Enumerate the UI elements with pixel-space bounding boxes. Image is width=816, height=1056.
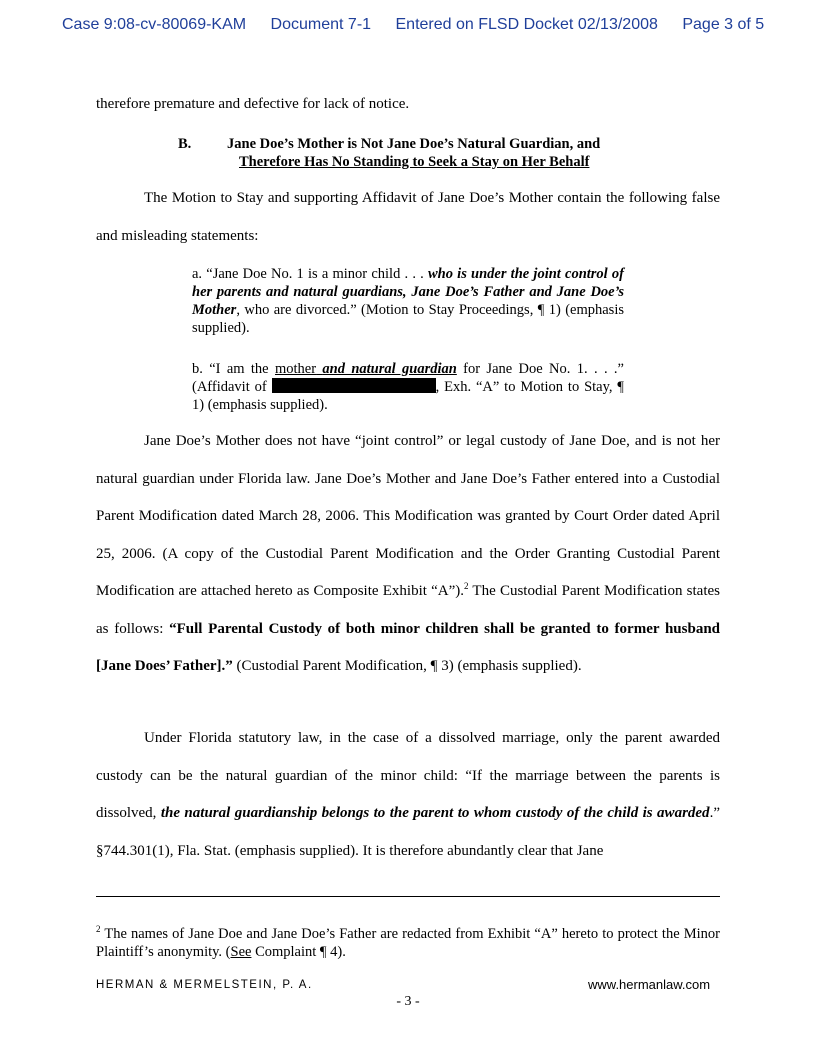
section-title-line2: Therefore Has No Standing to Seek a Stay on Her Behalf	[239, 154, 590, 170]
paragraph-3	[96, 720, 720, 870]
footnote-see: See	[230, 944, 252, 960]
quote-b-mother: mother	[274, 361, 317, 377]
firm-name: HERMAN & MERMELSTEIN, P. A.	[96, 979, 313, 991]
docket-header	[62, 16, 765, 34]
quote-b-emphasis: and natural guardian	[322, 361, 457, 377]
footnote-divider	[96, 896, 720, 897]
footnote-ref: 2	[464, 581, 469, 591]
case-number: Case 9:08-cv-80069-KAM	[62, 16, 247, 33]
section-title-line1: Jane Doe’s Mother is Not Jane Doe’s Natural Guardian, and	[227, 136, 601, 152]
paragraph-2-text-b: The Custodial Parent Modification states as follows:	[96, 583, 720, 637]
paragraph-2-text-c: (Custodial Parent Modification, ¶ 3) (emphasis supplied).	[232, 658, 582, 674]
page-number: - 3 -	[396, 994, 420, 1009]
block-quote-a	[192, 265, 624, 337]
footnote	[96, 925, 720, 961]
footnote-number: 2	[96, 924, 101, 935]
document-number: Document 7-1	[270, 16, 372, 33]
block-quote-b	[192, 360, 624, 414]
quote-b-post: , Exh. “A” to Motion to Stay, ¶ 1) (emphasis supplied).	[192, 379, 625, 413]
paragraph-1: The Motion to Stay and supporting Affidavit of Jane Doe’s Mother contain the following false and misleading statements:	[96, 190, 720, 244]
intro-line: therefore premature and defective for lack of notice.	[96, 96, 410, 112]
paragraph-3-emphasis: the natural guardianship belongs to the parent to whom custody of the child is awarded	[160, 805, 710, 821]
quote-a-post: , who are divorced.” (Motion to Stay Proceedings, ¶ 1) (emphasis supplied).	[192, 302, 624, 336]
firm-url: www.hermanlaw.com	[588, 977, 711, 992]
paragraph-3-text-b: .” §744.301(1), Fla. Stat. (emphasis supplied). It is therefore abundantly clear that Jane	[96, 805, 720, 859]
paragraph-2	[96, 423, 720, 686]
paragraph-3-text: Under Florida statutory law, in the case of a dissolved marriage, only the parent awarded custody can be the natural guardian of the minor child: “If the marriage between the parents is dissolved,	[96, 730, 720, 821]
paragraph-2-text: Jane Doe’s Mother does not have “joint control” or legal custody of Jane Doe, and is not her natural guardian under Florida law. Jane Doe’s Mother and Jane Doe’s Father entered into a Custodial Parent Modification dated March 28, 2006. This Modification was granted by Court Order dated April 25, 2006. (A copy of the Custodial Parent Modification and the Order Granting Custodial Parent Modification are attached hereto as Composite Exhibit “A”).	[96, 433, 720, 599]
paragraph-2-bold-quote: “Full Parental Custody of both minor children shall be granted to former husband [Jane Does’ Father].”	[96, 620, 720, 674]
quote-a-emphasis: who is under the joint control of her parents and natural guardians, Jane Doe’s Father and Jane Doe’s Mother	[192, 266, 624, 318]
footnote-text-end: Complaint ¶ 4).	[251, 944, 346, 960]
section-letter: B.	[178, 136, 192, 152]
quote-a-pre: a. “Jane Doe No. 1 is a minor child . . .	[192, 266, 428, 282]
page-indicator: Page 3 of 5	[682, 16, 765, 33]
footnote-text: The names of Jane Doe and Jane Doe’s Father are redacted from Exhibit “A” hereto to protect the Minor Plaintiff’s anonymity. (	[96, 926, 720, 960]
redaction-box	[272, 378, 436, 393]
quote-b-pre: b. “I am the	[192, 361, 275, 377]
quote-b-mid: for Jane Doe No. 1. . . .” (Affidavit of	[192, 361, 624, 395]
docket-entry: Entered on FLSD Docket 02/13/2008	[395, 16, 658, 33]
